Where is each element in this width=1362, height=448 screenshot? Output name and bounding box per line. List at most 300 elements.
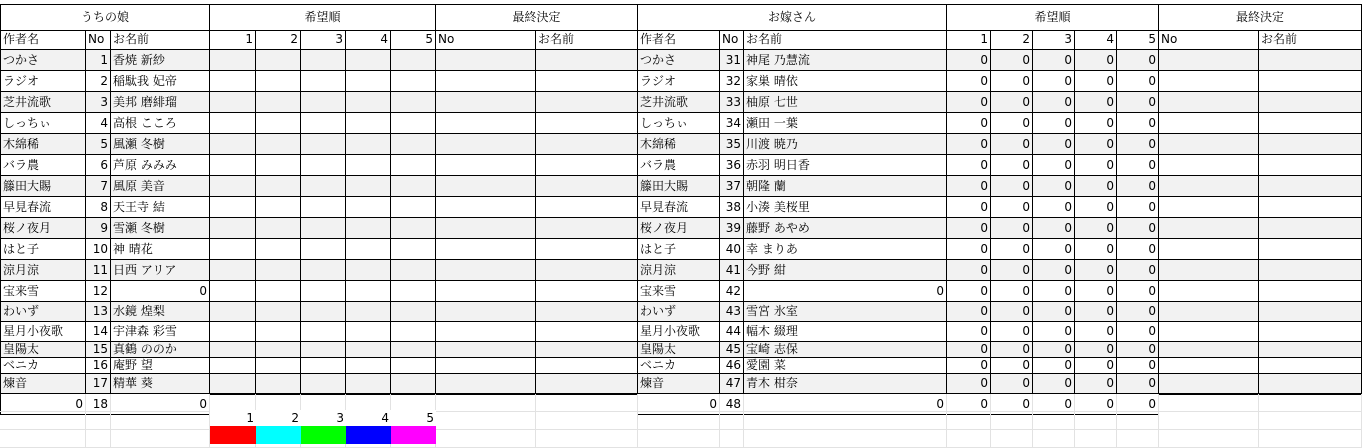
right-rank-cell[interactable]: 0: [947, 113, 991, 134]
right-rank-cell[interactable]: 0: [1117, 113, 1159, 134]
rank-cell[interactable]: [210, 239, 256, 260]
final-name-cell[interactable]: [536, 374, 638, 394]
right-rank-cell[interactable]: 0: [947, 358, 991, 374]
name-cell[interactable]: 美邦 磨緋瑠: [111, 92, 210, 113]
header-right-final-no[interactable]: No: [1159, 30, 1259, 50]
rank-cell[interactable]: [301, 113, 346, 134]
name-cell[interactable]: 日西 アリア: [111, 260, 210, 281]
rank-cell[interactable]: [301, 281, 346, 302]
right-no-cell[interactable]: 33: [720, 92, 744, 113]
header-right-rank-4[interactable]: 4: [1075, 30, 1117, 50]
right-name-cell[interactable]: 家巣 晴依: [744, 71, 947, 92]
right-rank-cell[interactable]: 0: [991, 134, 1033, 155]
rank-cell[interactable]: [210, 358, 256, 374]
name-cell[interactable]: 風瀬 冬樹: [111, 134, 210, 155]
header-right-author[interactable]: 作者名: [638, 30, 720, 50]
rank-cell[interactable]: [391, 260, 436, 281]
final-name-cell[interactable]: [536, 342, 638, 358]
right-rank-cell[interactable]: 0: [991, 155, 1033, 176]
right-rank-cell[interactable]: 0: [947, 71, 991, 92]
author-cell[interactable]: 芝井流歌: [0, 92, 86, 113]
right-rank-cell[interactable]: 0: [1033, 155, 1075, 176]
rank-cell[interactable]: [210, 92, 256, 113]
right-rank-cell[interactable]: 0: [1075, 92, 1117, 113]
author-cell[interactable]: 涼月涼: [0, 260, 86, 281]
no-cell[interactable]: 8: [86, 197, 111, 218]
name-cell[interactable]: 神 晴花: [111, 239, 210, 260]
author-cell[interactable]: 籐田大賜: [0, 176, 86, 197]
right-rank-cell[interactable]: 0: [991, 358, 1033, 374]
rank-cell[interactable]: [256, 342, 301, 358]
final-no-cell[interactable]: [436, 92, 536, 113]
final-name-cell[interactable]: [536, 113, 638, 134]
right-rank-cell[interactable]: 0: [1075, 374, 1117, 394]
no-cell[interactable]: 2: [86, 71, 111, 92]
no-cell[interactable]: 10: [86, 239, 111, 260]
header-rank-4[interactable]: 4: [346, 30, 391, 50]
final-no-cell[interactable]: [436, 239, 536, 260]
rank-cell[interactable]: [301, 322, 346, 342]
header-group-4[interactable]: 希望順: [947, 5, 1159, 31]
rank-cell[interactable]: [346, 113, 391, 134]
right-author-cell[interactable]: 煉音: [638, 374, 720, 394]
right-rank-cell[interactable]: 0: [1117, 260, 1159, 281]
total-right-no-cell[interactable]: 48: [720, 394, 744, 415]
right-rank-cell[interactable]: 0: [947, 322, 991, 342]
rank-cell[interactable]: [256, 50, 301, 71]
right-name-cell[interactable]: 愛園 菜: [744, 358, 947, 374]
author-cell[interactable]: つかさ: [0, 50, 86, 71]
total-no-cell[interactable]: 18: [86, 394, 111, 415]
right-author-cell[interactable]: 涼月涼: [638, 260, 720, 281]
rank-cell[interactable]: [301, 71, 346, 92]
author-cell[interactable]: 星月小夜歌: [0, 322, 86, 342]
header-rank-3[interactable]: 3: [301, 30, 346, 50]
final-no-cell[interactable]: [436, 176, 536, 197]
right-rank-cell[interactable]: 0: [1117, 239, 1159, 260]
no-cell[interactable]: 12: [86, 281, 111, 302]
right-rank-cell[interactable]: 0: [1075, 197, 1117, 218]
right-rank-cell[interactable]: 0: [1117, 281, 1159, 302]
right-final-no-cell[interactable]: [1159, 281, 1259, 302]
rank-cell[interactable]: [301, 176, 346, 197]
right-rank-cell[interactable]: 0: [1075, 239, 1117, 260]
rank-cell[interactable]: [210, 322, 256, 342]
right-rank-cell[interactable]: 0: [1075, 71, 1117, 92]
right-author-cell[interactable]: 早見春流: [638, 197, 720, 218]
right-name-cell[interactable]: 赤羽 明日香: [744, 155, 947, 176]
name-cell[interactable]: 真鶴 ののか: [111, 342, 210, 358]
rank-cell[interactable]: [256, 239, 301, 260]
right-author-cell[interactable]: 宝来雪: [638, 281, 720, 302]
rank-cell[interactable]: [301, 218, 346, 239]
right-rank-cell[interactable]: 0: [947, 342, 991, 358]
final-no-cell[interactable]: [436, 50, 536, 71]
right-rank-cell[interactable]: 0: [1033, 322, 1075, 342]
right-name-cell[interactable]: 神尾 乃慧流: [744, 50, 947, 71]
no-cell[interactable]: 15: [86, 342, 111, 358]
right-no-cell[interactable]: 38: [720, 197, 744, 218]
right-rank-cell[interactable]: 0: [1033, 218, 1075, 239]
right-final-no-cell[interactable]: [1159, 71, 1259, 92]
total-right-rank-cell[interactable]: 0: [1033, 394, 1075, 415]
rank-cell[interactable]: [391, 239, 436, 260]
total-right-rank-cell[interactable]: 0: [1117, 394, 1159, 415]
right-rank-cell[interactable]: 0: [991, 281, 1033, 302]
right-final-name-cell[interactable]: [1259, 134, 1362, 155]
header-group-0[interactable]: うちの娘: [0, 5, 210, 31]
right-name-cell[interactable]: 0: [744, 281, 947, 302]
rank-cell[interactable]: [346, 197, 391, 218]
rank-cell[interactable]: [256, 92, 301, 113]
right-author-cell[interactable]: バラ農: [638, 155, 720, 176]
right-rank-cell[interactable]: 0: [1075, 50, 1117, 71]
right-author-cell[interactable]: 桜ノ夜月: [638, 218, 720, 239]
right-name-cell[interactable]: 朝隆 蘭: [744, 176, 947, 197]
rank-cell[interactable]: [391, 281, 436, 302]
rank-cell[interactable]: [346, 358, 391, 374]
right-rank-cell[interactable]: 0: [991, 342, 1033, 358]
rank-cell[interactable]: [210, 197, 256, 218]
right-rank-cell[interactable]: 0: [1117, 342, 1159, 358]
name-cell[interactable]: 天王寺 結: [111, 197, 210, 218]
right-name-cell[interactable]: 藤野 あやめ: [744, 218, 947, 239]
rank-cell[interactable]: [301, 342, 346, 358]
author-cell[interactable]: バラ農: [0, 155, 86, 176]
rank-cell[interactable]: [256, 358, 301, 374]
header-right-rank-3[interactable]: 3: [1033, 30, 1075, 50]
rank-cell[interactable]: [346, 155, 391, 176]
rank-cell[interactable]: [210, 218, 256, 239]
final-no-cell[interactable]: [436, 358, 536, 374]
right-rank-cell[interactable]: 0: [991, 176, 1033, 197]
right-final-no-cell[interactable]: [1159, 113, 1259, 134]
right-rank-cell[interactable]: 0: [1033, 374, 1075, 394]
author-cell[interactable]: 宝来雪: [0, 281, 86, 302]
no-cell[interactable]: 1: [86, 50, 111, 71]
author-cell[interactable]: 早見春流: [0, 197, 86, 218]
final-name-cell[interactable]: [536, 239, 638, 260]
right-name-cell[interactable]: 柚原 七世: [744, 92, 947, 113]
final-no-cell[interactable]: [436, 302, 536, 322]
rank-cell[interactable]: [210, 342, 256, 358]
rank-cell[interactable]: [301, 374, 346, 394]
rank-cell[interactable]: [391, 134, 436, 155]
total-author-cell[interactable]: 0: [0, 394, 86, 415]
final-name-cell[interactable]: [536, 176, 638, 197]
right-final-name-cell[interactable]: [1259, 260, 1362, 281]
right-rank-cell[interactable]: 0: [947, 239, 991, 260]
rank-cell[interactable]: [301, 197, 346, 218]
right-rank-cell[interactable]: 0: [1075, 176, 1117, 197]
author-cell[interactable]: はと子: [0, 239, 86, 260]
author-cell[interactable]: ベニカ: [0, 358, 86, 374]
right-rank-cell[interactable]: 0: [1033, 239, 1075, 260]
rank-cell[interactable]: [256, 322, 301, 342]
rank-cell[interactable]: [256, 260, 301, 281]
header-group-5[interactable]: 最終決定: [1159, 5, 1362, 31]
right-final-name-cell[interactable]: [1259, 322, 1362, 342]
right-final-name-cell[interactable]: [1259, 197, 1362, 218]
right-rank-cell[interactable]: 0: [1075, 113, 1117, 134]
right-name-cell[interactable]: 宝崎 志保: [744, 342, 947, 358]
right-final-name-cell[interactable]: [1259, 281, 1362, 302]
rank-cell[interactable]: [301, 239, 346, 260]
rank-cell[interactable]: [210, 155, 256, 176]
rank-cell[interactable]: [391, 197, 436, 218]
right-rank-cell[interactable]: 0: [1117, 374, 1159, 394]
right-no-cell[interactable]: 34: [720, 113, 744, 134]
right-rank-cell[interactable]: 0: [991, 92, 1033, 113]
right-rank-cell[interactable]: 0: [1075, 302, 1117, 322]
header-final-no[interactable]: No: [436, 30, 536, 50]
no-cell[interactable]: 5: [86, 134, 111, 155]
right-no-cell[interactable]: 46: [720, 358, 744, 374]
right-final-no-cell[interactable]: [1159, 358, 1259, 374]
rank-cell[interactable]: [210, 302, 256, 322]
header-final-name[interactable]: お名前: [536, 30, 638, 50]
no-cell[interactable]: 16: [86, 358, 111, 374]
right-final-no-cell[interactable]: [1159, 374, 1259, 394]
rank-cell[interactable]: [301, 302, 346, 322]
name-cell[interactable]: 風原 美音: [111, 176, 210, 197]
right-author-cell[interactable]: 星月小夜歌: [638, 322, 720, 342]
right-rank-cell[interactable]: 0: [991, 197, 1033, 218]
rank-cell[interactable]: [391, 342, 436, 358]
right-name-cell[interactable]: 今野 紺: [744, 260, 947, 281]
header-right-final-name[interactable]: お名前: [1259, 30, 1362, 50]
right-rank-cell[interactable]: 0: [1075, 358, 1117, 374]
rank-cell[interactable]: [301, 50, 346, 71]
right-author-cell[interactable]: つかさ: [638, 50, 720, 71]
rank-cell[interactable]: [210, 50, 256, 71]
final-no-cell[interactable]: [436, 322, 536, 342]
right-rank-cell[interactable]: 0: [1033, 197, 1075, 218]
right-rank-cell[interactable]: 0: [1117, 322, 1159, 342]
final-no-cell[interactable]: [436, 374, 536, 394]
total-right-rank-cell[interactable]: 0: [991, 394, 1033, 415]
rank-cell[interactable]: [256, 155, 301, 176]
rank-cell[interactable]: [346, 322, 391, 342]
author-cell[interactable]: 皇陽太: [0, 342, 86, 358]
right-final-no-cell[interactable]: [1159, 322, 1259, 342]
right-rank-cell[interactable]: 0: [991, 50, 1033, 71]
right-rank-cell[interactable]: 0: [1117, 155, 1159, 176]
rank-cell[interactable]: [391, 71, 436, 92]
right-name-cell[interactable]: 瀬田 一葉: [744, 113, 947, 134]
right-rank-cell[interactable]: 0: [1075, 281, 1117, 302]
no-cell[interactable]: 17: [86, 374, 111, 394]
right-final-no-cell[interactable]: [1159, 92, 1259, 113]
right-rank-cell[interactable]: 0: [947, 281, 991, 302]
right-rank-cell[interactable]: 0: [947, 176, 991, 197]
rank-cell[interactable]: [256, 281, 301, 302]
final-name-cell[interactable]: [536, 302, 638, 322]
rank-cell[interactable]: [256, 302, 301, 322]
right-final-no-cell[interactable]: [1159, 134, 1259, 155]
right-no-cell[interactable]: 32: [720, 71, 744, 92]
right-final-no-cell[interactable]: [1159, 218, 1259, 239]
header-author[interactable]: 作者名: [0, 30, 86, 50]
final-no-cell[interactable]: [436, 281, 536, 302]
total-right-rank-cell[interactable]: 0: [1075, 394, 1117, 415]
rank-cell[interactable]: [256, 197, 301, 218]
name-cell[interactable]: 精華 葵: [111, 374, 210, 394]
right-author-cell[interactable]: はと子: [638, 239, 720, 260]
name-cell[interactable]: 香焼 新紗: [111, 50, 210, 71]
no-cell[interactable]: 14: [86, 322, 111, 342]
rank-cell[interactable]: [391, 374, 436, 394]
right-no-cell[interactable]: 40: [720, 239, 744, 260]
right-rank-cell[interactable]: 0: [991, 71, 1033, 92]
rank-cell[interactable]: [346, 260, 391, 281]
right-rank-cell[interactable]: 0: [1075, 134, 1117, 155]
rank-cell[interactable]: [210, 374, 256, 394]
rank-cell[interactable]: [346, 342, 391, 358]
total-right-author-cell[interactable]: 0: [638, 394, 720, 415]
rank-cell[interactable]: [346, 281, 391, 302]
final-no-cell[interactable]: [436, 260, 536, 281]
right-rank-cell[interactable]: 0: [1033, 92, 1075, 113]
right-author-cell[interactable]: 皇陽太: [638, 342, 720, 358]
right-final-name-cell[interactable]: [1259, 113, 1362, 134]
no-cell[interactable]: 7: [86, 176, 111, 197]
header-rank-5[interactable]: 5: [391, 30, 436, 50]
right-final-no-cell[interactable]: [1159, 260, 1259, 281]
right-rank-cell[interactable]: 0: [991, 218, 1033, 239]
rank-cell[interactable]: [210, 113, 256, 134]
author-cell[interactable]: しっちぃ: [0, 113, 86, 134]
right-rank-cell[interactable]: 0: [1075, 260, 1117, 281]
rank-cell[interactable]: [301, 92, 346, 113]
right-no-cell[interactable]: 35: [720, 134, 744, 155]
right-author-cell[interactable]: ラジオ: [638, 71, 720, 92]
rank-cell[interactable]: [346, 218, 391, 239]
right-no-cell[interactable]: 36: [720, 155, 744, 176]
right-name-cell[interactable]: 雪宮 氷室: [744, 302, 947, 322]
final-name-cell[interactable]: [536, 218, 638, 239]
right-name-cell[interactable]: 小湊 美桜里: [744, 197, 947, 218]
right-author-cell[interactable]: しっちぃ: [638, 113, 720, 134]
right-final-no-cell[interactable]: [1159, 155, 1259, 176]
right-author-cell[interactable]: 木綿稀: [638, 134, 720, 155]
header-group-3[interactable]: お嫁さん: [638, 5, 947, 31]
no-cell[interactable]: 4: [86, 113, 111, 134]
no-cell[interactable]: 3: [86, 92, 111, 113]
header-rank-2[interactable]: 2: [256, 30, 301, 50]
total-right-rank-cell[interactable]: 0: [947, 394, 991, 415]
right-rank-cell[interactable]: 0: [991, 322, 1033, 342]
final-name-cell[interactable]: [536, 50, 638, 71]
rank-cell[interactable]: [346, 134, 391, 155]
rank-cell[interactable]: [346, 176, 391, 197]
right-no-cell[interactable]: 39: [720, 218, 744, 239]
rank-cell[interactable]: [256, 134, 301, 155]
rank-cell[interactable]: [256, 176, 301, 197]
rank-cell[interactable]: [346, 71, 391, 92]
right-final-name-cell[interactable]: [1259, 218, 1362, 239]
rank-cell[interactable]: [210, 71, 256, 92]
right-rank-cell[interactable]: 0: [1033, 260, 1075, 281]
rank-cell[interactable]: [210, 134, 256, 155]
final-name-cell[interactable]: [536, 71, 638, 92]
right-rank-cell[interactable]: 0: [1117, 134, 1159, 155]
final-name-cell[interactable]: [536, 134, 638, 155]
right-final-name-cell[interactable]: [1259, 71, 1362, 92]
rank-cell[interactable]: [391, 218, 436, 239]
rank-cell[interactable]: [391, 50, 436, 71]
right-rank-cell[interactable]: 0: [991, 260, 1033, 281]
right-author-cell[interactable]: わいず: [638, 302, 720, 322]
right-final-name-cell[interactable]: [1259, 239, 1362, 260]
right-rank-cell[interactable]: 0: [1033, 71, 1075, 92]
final-no-cell[interactable]: [436, 71, 536, 92]
header-right-rank-2[interactable]: 2: [991, 30, 1033, 50]
right-no-cell[interactable]: 31: [720, 50, 744, 71]
rank-cell[interactable]: [391, 113, 436, 134]
right-final-no-cell[interactable]: [1159, 50, 1259, 71]
right-final-name-cell[interactable]: [1259, 374, 1362, 394]
right-rank-cell[interactable]: 0: [1117, 176, 1159, 197]
rank-cell[interactable]: [346, 302, 391, 322]
rank-cell[interactable]: [256, 218, 301, 239]
right-final-name-cell[interactable]: [1259, 358, 1362, 374]
rank-cell[interactable]: [391, 176, 436, 197]
header-group-1[interactable]: 希望順: [210, 5, 436, 31]
header-rank-1[interactable]: 1: [210, 30, 256, 50]
final-name-cell[interactable]: [536, 358, 638, 374]
rank-cell[interactable]: [346, 92, 391, 113]
right-final-name-cell[interactable]: [1259, 155, 1362, 176]
no-cell[interactable]: 11: [86, 260, 111, 281]
right-final-name-cell[interactable]: [1259, 342, 1362, 358]
right-name-cell[interactable]: 幅木 綴理: [744, 322, 947, 342]
right-rank-cell[interactable]: 0: [991, 302, 1033, 322]
right-rank-cell[interactable]: 0: [1075, 342, 1117, 358]
rank-cell[interactable]: [256, 113, 301, 134]
right-rank-cell[interactable]: 0: [991, 113, 1033, 134]
header-no[interactable]: No: [86, 30, 111, 50]
right-name-cell[interactable]: 幸 まりあ: [744, 239, 947, 260]
final-name-cell[interactable]: [536, 281, 638, 302]
right-final-no-cell[interactable]: [1159, 342, 1259, 358]
right-rank-cell[interactable]: 0: [1033, 281, 1075, 302]
right-rank-cell[interactable]: 0: [1033, 358, 1075, 374]
right-rank-cell[interactable]: 0: [991, 374, 1033, 394]
rank-cell[interactable]: [301, 155, 346, 176]
right-rank-cell[interactable]: 0: [947, 374, 991, 394]
author-cell[interactable]: ラジオ: [0, 71, 86, 92]
right-rank-cell[interactable]: 0: [1033, 50, 1075, 71]
right-rank-cell[interactable]: 0: [1033, 134, 1075, 155]
right-rank-cell[interactable]: 0: [1033, 302, 1075, 322]
final-no-cell[interactable]: [436, 342, 536, 358]
right-rank-cell[interactable]: 0: [1117, 218, 1159, 239]
right-rank-cell[interactable]: 0: [1117, 50, 1159, 71]
right-rank-cell[interactable]: 0: [1117, 302, 1159, 322]
right-rank-cell[interactable]: 0: [1033, 176, 1075, 197]
rank-cell[interactable]: [391, 302, 436, 322]
right-final-name-cell[interactable]: [1259, 50, 1362, 71]
right-final-no-cell[interactable]: [1159, 302, 1259, 322]
final-name-cell[interactable]: [536, 260, 638, 281]
final-no-cell[interactable]: [436, 197, 536, 218]
final-name-cell[interactable]: [536, 322, 638, 342]
right-rank-cell[interactable]: 0: [947, 260, 991, 281]
right-author-cell[interactable]: ベニカ: [638, 358, 720, 374]
right-rank-cell[interactable]: 0: [947, 50, 991, 71]
right-no-cell[interactable]: 37: [720, 176, 744, 197]
